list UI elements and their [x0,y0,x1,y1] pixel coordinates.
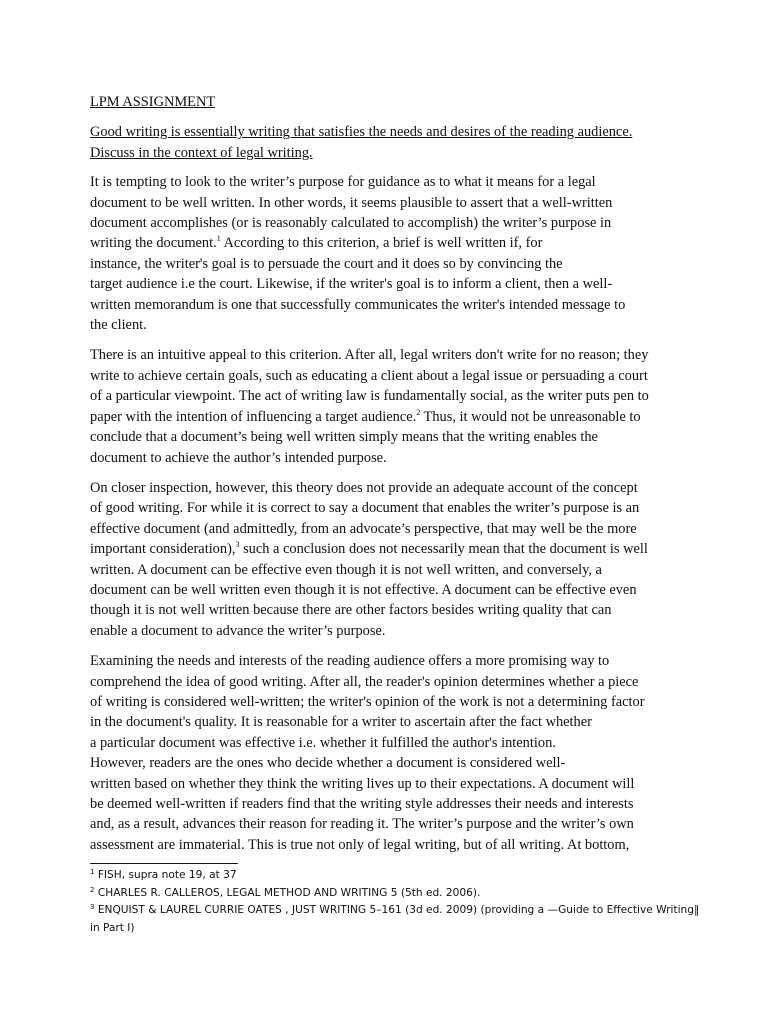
text-line: though it is not well written because there are other factors besides writing quality that can [90,602,612,619]
footnote-reference[interactable]: 1 [216,234,221,244]
footnote-number: 1 [90,868,95,876]
text-line: document accomplishes (or is reasonably calculated to accomplish) the writer’s purpose in [90,215,612,232]
text-line [90,233,682,253]
text-line: written based on whether they think the writing lives up to their expectations. A document will [90,775,635,792]
footnote-text: CHARLES R. CALLEROS, LEGAL METHOD AND WRITING 5 (5th ed. 2006). [97,886,481,899]
question-line: Good writing is essentially writing that satisfies the needs and desires of the reading audience. [90,124,633,141]
footnote [90,867,690,885]
text-line: There is an intuitive appeal to this criterion. After all, legal writers don't write for no reason; they [90,347,649,364]
footnote-separator [90,863,238,864]
text-line: document can be well written even though it is not effective. A document can be effective even [90,581,637,598]
text-line: On closer inspection, however, this theory does not provide an adequate account of the concept [90,479,638,496]
footnote [90,885,690,903]
document-body [90,92,682,865]
text-segment: writing the document. [90,235,217,252]
footnote-number: 2 [90,885,95,894]
footnote [90,920,690,938]
text-line: assessment are immaterial. This is true not only of legal writing, but of all writing. At bottom, [90,836,630,853]
assignment-heading: LPM ASSIGNMENT [90,94,216,110]
text-line: However, readers are the ones who decide whether a document is considered well- [90,755,566,772]
text-line: enable a document to advance the writer’s purpose. [90,622,386,639]
paragraph [90,478,682,641]
text-line: of writing is considered well-written; the writer's opinion of the work is not a determining factor [90,693,645,710]
paragraph [90,345,682,467]
essay-paragraphs [90,172,682,855]
text-line: comprehend the idea of good writing. After all, the reader's opinion determines whether a piece [90,673,639,690]
paragraph [90,651,682,855]
text-segment: such a conclusion does not necessarily mean that the document is well [239,541,648,558]
text-line [90,539,682,559]
footnote-reference[interactable]: 3 [235,540,240,550]
text-segment: Thus, it would not be unreasonable to [420,408,641,425]
text-line: of a particular viewpoint. The act of writing law is fundamentally social, as the writer puts pen to [90,388,649,405]
text-line: document to achieve the author’s intended purpose. [90,449,387,466]
text-line: Examining the needs and interests of the reading audience offers a more promising way to [90,653,610,670]
footnote-text: ENQUIST & LAUREL CURRIE OATES , JUST WRITING 5–161 (3d ed. 2009) (providing a —Guide to Effective Writing‖ [97,904,700,917]
footnote-reference[interactable]: 2 [416,407,421,417]
footnote-number: 3 [90,903,95,912]
text-segment: paper with the intention of influencing a target audience. [90,408,417,425]
text-line: written memorandum is one that successfully communicates the writer's intended message to [90,296,626,313]
assignment-question [90,122,682,163]
text-line: be deemed well-written if readers find that the writing style addresses their needs and interests [90,796,634,812]
text-line: a particular document was effective i.e. whether it fulfilled the author's intention. [90,734,556,751]
text-line: the client. [90,317,147,334]
text-line [90,407,682,427]
text-line: instance, the writer's goal is to persuade the court and it does so by convincing the [90,255,563,272]
text-line: conclude that a document’s being well written simply means that the writing enables the [90,429,598,446]
footnote [90,902,700,920]
text-line: of good writing. For while it is correct to say a document that enables the writer’s purpose is an [90,500,640,517]
text-segment: According to this criterion, a brief is well written if, for [220,235,543,252]
text-line: write to achieve certain goals, such as educating a client about a legal issue or persuading a court [90,367,648,384]
footnote-text: FISH, supra note 19, at 37 [97,869,237,881]
footnote-text: in Part I) [90,921,135,934]
footnotes [90,867,700,937]
question-line: Discuss in the context of legal writing. [90,144,313,161]
text-segment: important consideration), [90,541,236,558]
paragraph [90,172,682,335]
text-line: target audience i.e the court. Likewise, if the writer's goal is to inform a client, then a well- [90,276,613,293]
text-line: written. A document can be effective even though it is not well written, and conversely, a [90,561,602,578]
text-line: document to be well written. In other words, it seems plausible to assert that a well-written [90,194,613,211]
text-line: in the document's quality. It is reasonable for a writer to ascertain after the fact whether [90,714,592,731]
text-line: effective document (and admittedly, from an advocate’s perspective, that may well be the more [90,520,637,537]
text-line: and, as a result, advances their reason for reading it. The writer’s purpose and the writer’s own [90,816,634,833]
text-line: It is tempting to look to the writer’s purpose for guidance as to what it means for a legal [90,174,596,191]
